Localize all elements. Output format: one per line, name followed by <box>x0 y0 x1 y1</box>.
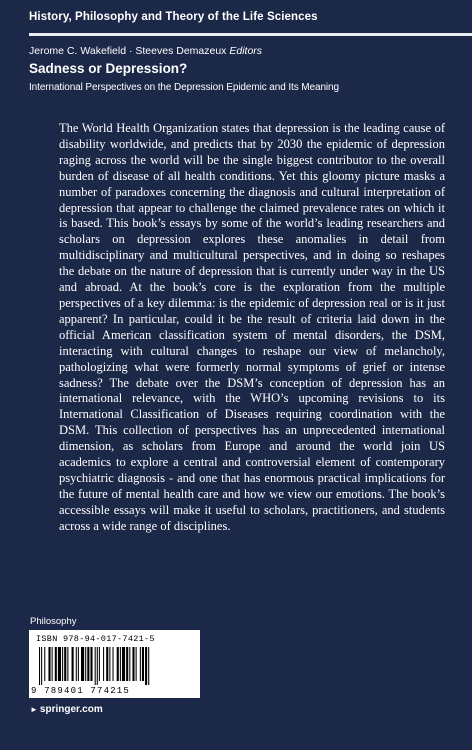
barcode-bar <box>85 647 86 681</box>
barcode-bar <box>140 647 141 681</box>
publisher-website <box>30 704 103 715</box>
barcode-bar <box>72 647 74 681</box>
barcode-bar <box>126 647 128 681</box>
barcode-bar <box>87 647 89 681</box>
barcode-bar <box>48 647 50 681</box>
barcode-bar <box>103 647 104 681</box>
barcode-bar <box>97 647 98 685</box>
barcode <box>29 630 200 698</box>
website-text: springer.com <box>39 704 103 715</box>
barcode-bar <box>90 647 92 681</box>
barcode-bar <box>81 647 84 681</box>
barcode-bar <box>117 647 119 681</box>
barcode-bar <box>106 647 108 681</box>
barcode-bar <box>148 647 149 685</box>
barcode-bar <box>64 647 66 681</box>
series-title: History, Philosophy and Theory of the Life Sciences <box>29 11 318 23</box>
barcode-bar <box>78 647 79 681</box>
barcode-bar <box>52 647 53 681</box>
barcode-bar <box>55 647 57 681</box>
book-subtitle: International Perspectives on the Depression Epidemic and Its Meaning <box>29 82 339 93</box>
barcode-bar <box>113 647 114 681</box>
barcode-bars <box>33 647 197 685</box>
barcode-bar <box>58 647 61 681</box>
barcode-bar <box>41 647 42 685</box>
barcode-bar <box>76 647 77 681</box>
barcode-bar <box>99 647 100 681</box>
barcode-bar <box>142 647 144 681</box>
barcode-digits: 9 789401 774215 <box>31 686 131 696</box>
arrow-icon: ► <box>30 705 38 714</box>
isbn-label: ISBN 978-94-017-7421-5 <box>36 634 155 644</box>
barcode-bar <box>129 647 130 681</box>
book-title: Sadness or Depression? <box>29 61 188 76</box>
barcode-bar <box>136 647 137 681</box>
barcode-bar <box>122 647 125 681</box>
editors-line <box>29 45 262 57</box>
barcode-bar <box>132 647 134 681</box>
book-description: The World Health Organization states that depression is the leading cause of disability worldwide, and predicts that by 2030 the epidemic of depression raging across the world will be the single biggest contributor to the overall burden of disease of all health conditions. Yet this gloomy picture masks a number of paradoxes concerning the diagnosis and cultural interpretation of depression that appear to challenge the claimed prevalence rates on which it is based. This book’s essays by some of the world’s leading researchers and scholars on depression explores these anomalies in detail from multidisciplinary and multicultural perspectives, and in doing so reshapes the debate on the nature of depression that is currently under way in the US and abroad. At the book’s core is the exploration from the multiple perspectives of a key dilemma: is the epidemic of depression real or is it just apparent? In particular, could it be the result of criteria laid down in the official American classification system of mental disorders, the DSM, interacting with cultural changes to reshape our view of melancholy, pathologizing what were formerly normal symptoms of grief or intense sadness? The debate over the DSM’s conception of depression has an international relevance, with the WHO’s upcoming revisions to its International Classification of Diseases requiring coordination with the DSM. This collection of perspectives has an unprecedented international dimension, as scholars from Europe and around the world join US academics to explore a central and controversial element of contemporary psychiatric diagnosis - and one that has enormous practical implications for the future of mental health care and how we view our emotions. The book’s accessible essays will make it useful to scholars, practitioners, and students across a wide range of disciplines. <box>59 121 445 533</box>
barcode-bar <box>109 647 110 681</box>
barcode-bar <box>95 647 96 685</box>
editors-role: Editors <box>229 45 263 57</box>
barcode-bar <box>62 647 63 681</box>
subject-category: Philosophy <box>30 616 77 627</box>
barcode-bar <box>67 647 68 681</box>
barcode-bar <box>44 647 45 681</box>
editor-names: Jerome C. Wakefield · Steeves Demazeux <box>29 45 227 57</box>
barcode-bar <box>120 647 121 681</box>
header-rule <box>29 33 472 36</box>
barcode-bar <box>145 647 147 685</box>
barcode-bar <box>39 647 40 685</box>
